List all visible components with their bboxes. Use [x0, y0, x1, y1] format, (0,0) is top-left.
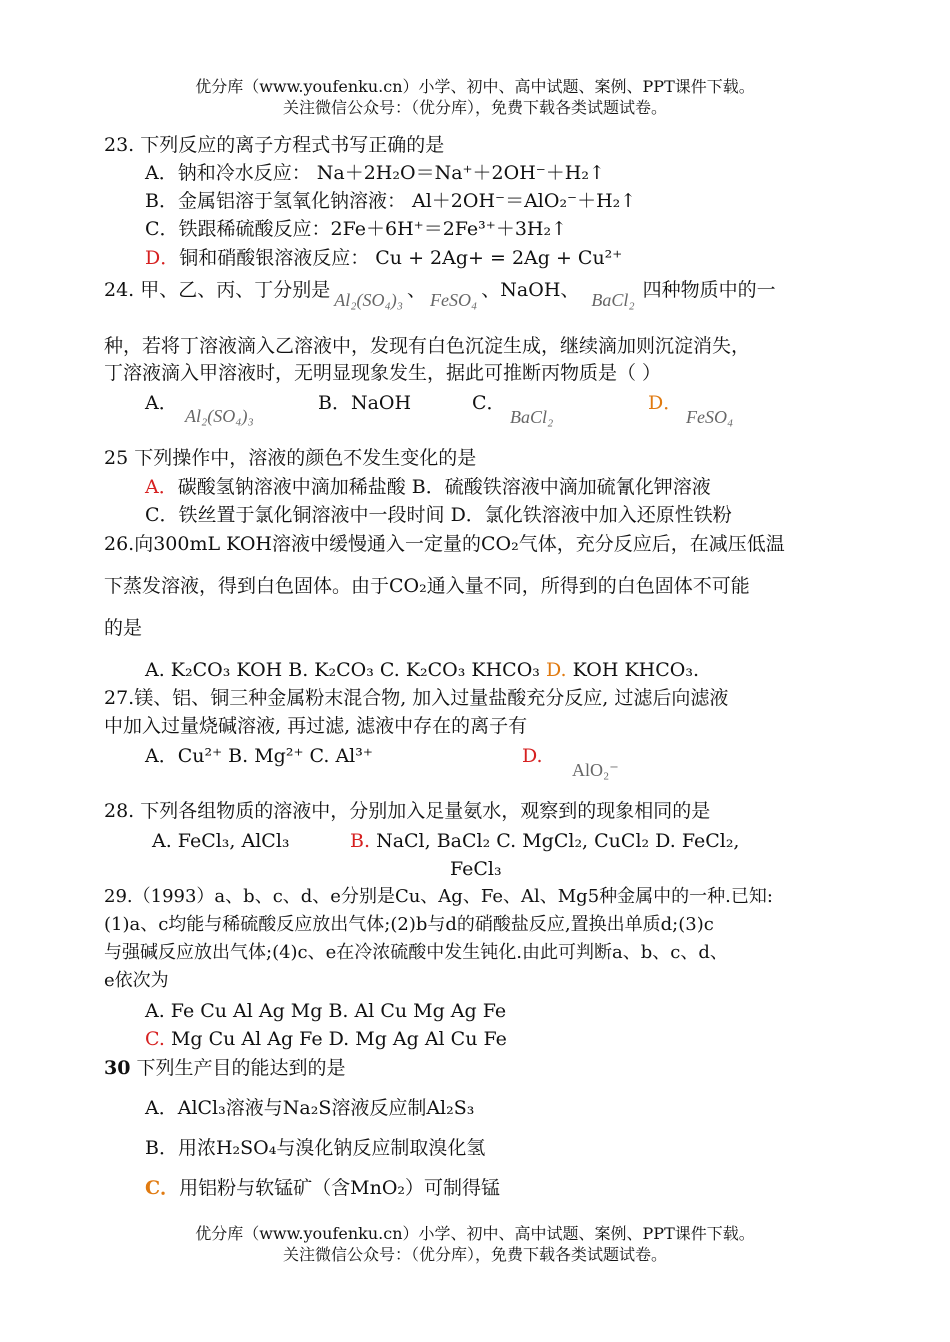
answer-mark: B. — [350, 830, 371, 852]
q24-option-d-formula: FeSO₄ — [686, 407, 734, 427]
q28-stem: 28. 下列各组物质的溶液中，分别加入足量氨水，观察到的现象相同的是 — [104, 800, 711, 822]
footer-line-1: 优分库（www.youfenku.cn）小学、初中、高中试题、案例、PPT课件下载。 — [195, 1224, 755, 1243]
q26-options: A. K₂CO₃ KOH B. K₂CO₃ C. K₂CO₃ KHCO₃ D. KOH KHCO₃. — [145, 659, 699, 681]
header-line-1: 优分库（www.youfenku.cn）小学、初中、高中试题、案例、PPT课件下载。 — [195, 77, 755, 96]
formula-bacl2: BaCl₂ — [591, 290, 635, 310]
footer-line-2: 关注微信公众号：（优分库），免费下载各类试题试卷。 — [282, 1245, 667, 1264]
q24-option-a: A． — [145, 392, 178, 414]
q24-option-a-formula: Al₂(SO₄)₃ — [185, 406, 254, 426]
answer-mark: D． — [145, 247, 180, 269]
q24-option-d: D． — [648, 392, 683, 414]
q23-option-a: A．钠和冷水反应： Na＋2H₂O＝Na⁺＋2OH⁻＋H₂↑ — [145, 162, 605, 184]
q29-line-2: (1)a、c均能与稀硫酸反应放出气体;(2)b与d的硝酸盐反应,置换出单质d;(3)c — [104, 914, 714, 935]
q25-stem: 25 下列操作中，溶液的颜色不发生变化的是 — [104, 447, 477, 469]
q28-option-d-cont: FeCl₃ — [450, 858, 502, 880]
q28-options-bcd: B. NaCl, BaCl₂ C. MgCl₂, CuCl₂ D. FeCl₂, — [350, 830, 740, 852]
q27-option-d-formula: AlO₂⁻ — [572, 760, 619, 780]
q27-line-1: 27.镁、铝、铜三种金属粉末混合物, 加入过量盐酸充分反应, 过滤后向滤液 — [104, 687, 729, 709]
q24-option-c-formula: BaCl₂ — [510, 407, 554, 427]
q24-line-1: 24. 甲、乙、丙、丁分别是 Al₂(SO₄)₃ 、 FeSO₄ 、NaOH、 BaCl₂ 四种物质中的一 — [104, 279, 776, 310]
q23-option-b: B．金属铝溶于氢氧化钠溶液： Al＋2OH⁻＝AlO₂⁻＋H₂↑ — [145, 190, 637, 212]
q30-option-c: C．用铝粉与软锰矿（含MnO₂）可制得锰 — [145, 1177, 501, 1199]
q24-option-b: B．NaOH — [318, 392, 412, 414]
q29-line-1: 29.（1993）a、b、c、d、e分别是Cu、Ag、Fe、Al、Mg5种金属中的一种.已知: — [104, 886, 773, 907]
q23-option-c: C．铁跟稀硫酸反应：2Fe＋6H⁺＝2Fe³⁺＋3H₂↑ — [145, 218, 568, 240]
q27-line-2: 中加入过量烧碱溶液, 再过滤, 滤液中存在的离子有 — [104, 715, 528, 737]
answer-mark: C. — [145, 1028, 165, 1050]
q25-options-cd: C．铁丝置于氯化铜溶液中一段时间 D．氯化铁溶液中加入还原性铁粉 — [145, 504, 732, 526]
q27-options: A．Cu²⁺ B. Mg²⁺ C. Al³⁺ — [145, 745, 373, 767]
formula-al2so43: Al₂(SO₄)₃ — [334, 290, 404, 310]
q25-options-ab: A．碳酸氢钠溶液中滴加稀盐酸 B．硫酸铁溶液中滴加硫氰化钾溶液 — [145, 476, 711, 498]
q29-options-ab: A. Fe Cu Al Ag Mg B. Al Cu Mg Ag Fe — [145, 1000, 507, 1022]
q30-option-a: A．AlCl₃溶液与Na₂S溶液反应制Al₂S₃ — [145, 1097, 475, 1119]
q24-line-2: 种，若将丁溶液滴入乙溶液中，发现有白色沉淀生成，继续滴加则沉淀消失， — [104, 335, 751, 357]
q29-line-4: e依次为 — [104, 970, 169, 991]
q26-line-1: 26.向300mL KOH溶液中缓慢通入一定量的CO₂气体，充分反应后，在减压低温 — [104, 533, 785, 555]
header-line-2: 关注微信公众号：（优分库），免费下载各类试题试卷。 — [282, 98, 667, 117]
formula-feso4: FeSO₄ — [430, 290, 478, 310]
q29-line-3: 与强碱反应放出气体;(4)c、e在冷浓硫酸中发生钝化.由此可判断a、b、c、d、 — [104, 942, 728, 963]
q27-option-d: D. — [522, 745, 543, 767]
q26-line-3: 的是 — [104, 617, 143, 639]
answer-mark: D. — [545, 659, 567, 681]
q24-option-c: C． — [472, 392, 506, 414]
q23-stem: 23. 下列反应的离子方程式书写正确的是 — [104, 134, 445, 156]
q29-options-cd: C. Mg Cu Al Ag Fe D. Mg Ag Al Cu Fe — [145, 1028, 507, 1050]
q26-line-2: 下蒸发溶液，得到白色固体。由于CO₂通入量不同，所得到的白色固体不可能 — [104, 575, 750, 597]
q24-line-3: 丁溶液滴入甲溶液时，无明显现象发生，据此可推断丙物质是（ ） — [104, 362, 662, 384]
q30-option-b: B．用浓H₂SO₄与溴化钠反应制取溴化氢 — [145, 1137, 486, 1159]
q30-stem: 30 下列生产目的能达到的是 — [104, 1057, 346, 1079]
answer-mark: C． — [145, 1177, 180, 1199]
answer-mark: A． — [145, 476, 178, 498]
q28-option-a: A. FeCl₃, AlCl₃ — [152, 830, 290, 852]
q23-option-d: D．铜和硝酸银溶液反应： Cu + 2Ag+ = 2Ag + Cu²⁺ — [145, 247, 623, 269]
